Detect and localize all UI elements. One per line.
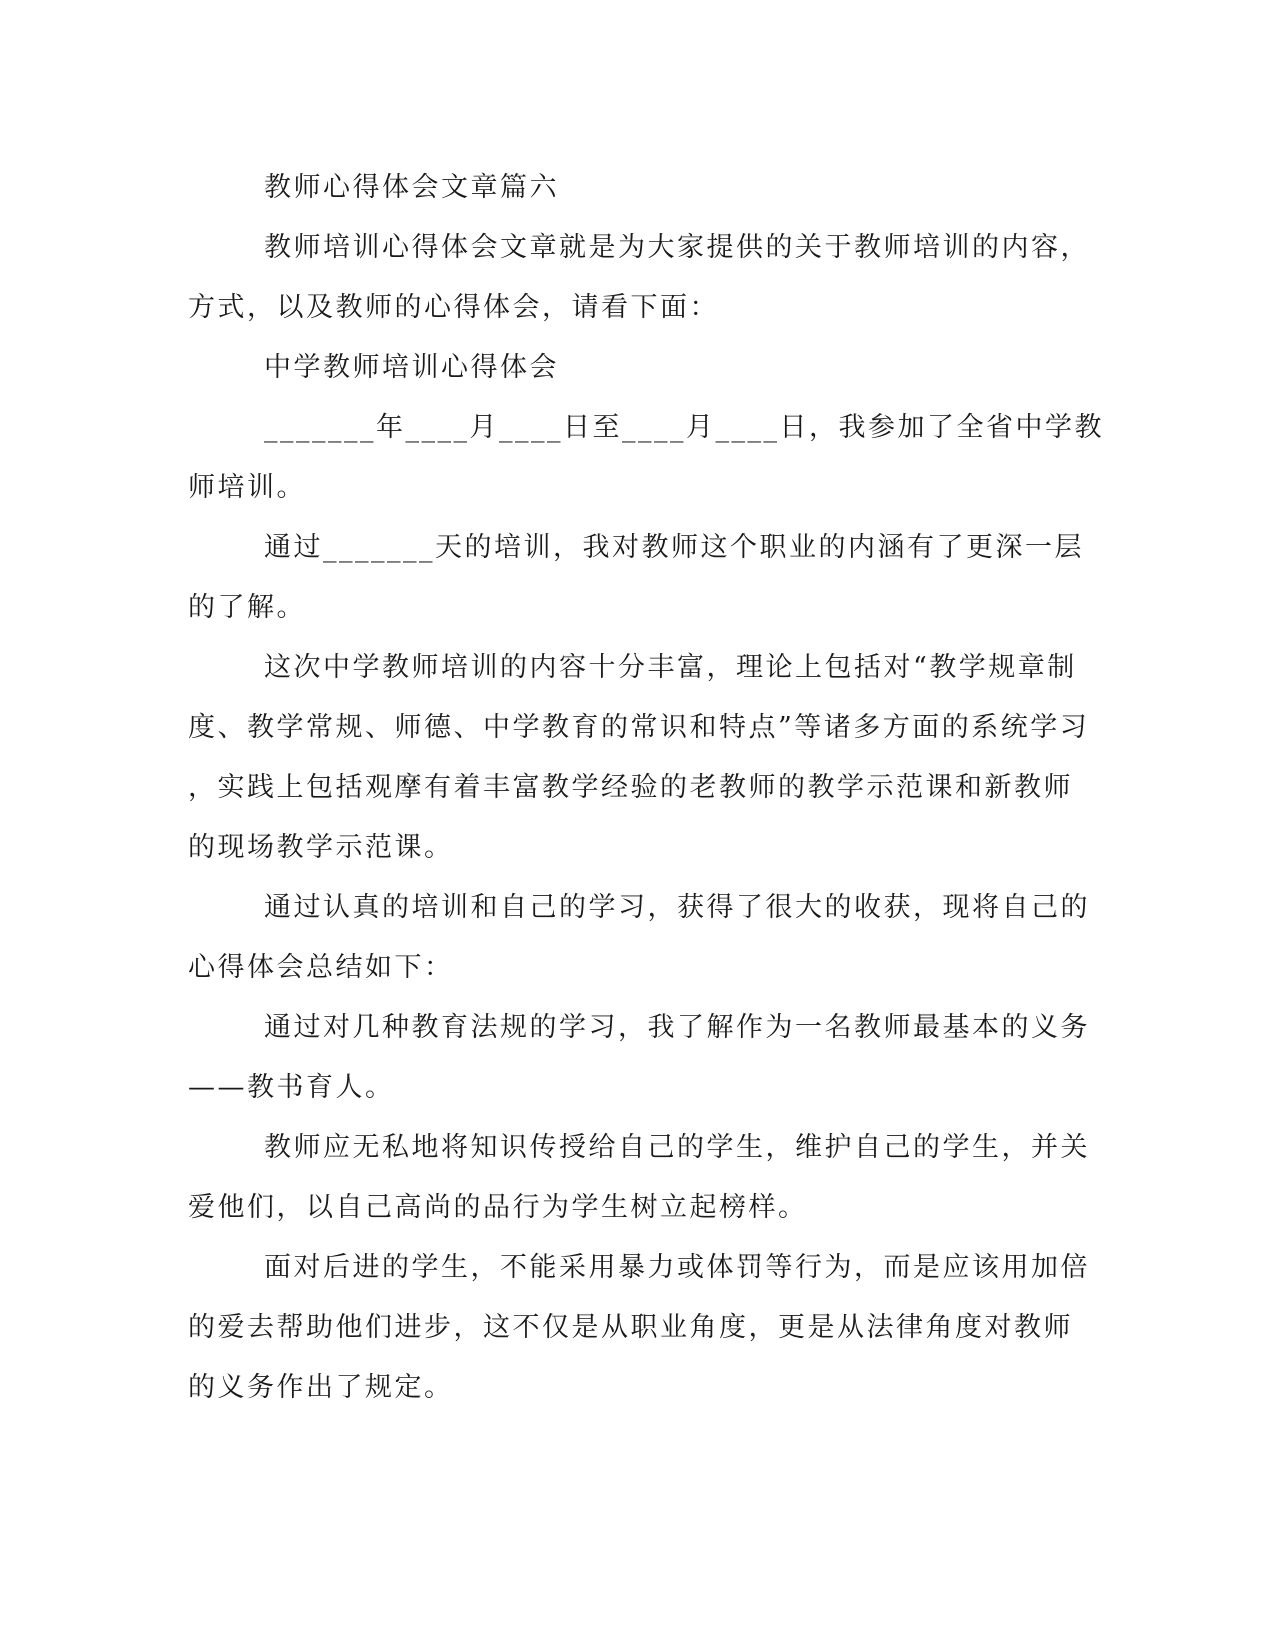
text-line: ——教书育人。 — [188, 1072, 395, 1103]
body-paragraph — [188, 1238, 1090, 1418]
text-line: 的了解。 — [188, 592, 306, 623]
text-line: 心得体会总结如下： — [188, 952, 454, 983]
text-line: 师培训。 — [188, 472, 306, 503]
body-paragraph — [188, 398, 1104, 518]
text-line: 方式，以及教师的心得体会，请看下面： — [188, 292, 719, 323]
text-line: _______年____月____日至____月____日，我参加了全省中学教 — [264, 412, 1104, 443]
text-line: 的现场教学示范课。 — [188, 832, 454, 863]
text-line: 通过认真的培训和自己的学习，获得了很大的收获，现将自己的 — [264, 892, 1090, 923]
document-body — [188, 158, 1104, 1418]
text-line: 通过对几种教育法规的学习，我了解作为一名教师最基本的义务 — [264, 1012, 1090, 1043]
intro-paragraph — [188, 218, 1090, 338]
text-line: 教师心得体会文章篇六 — [264, 172, 559, 203]
text-line: 的爱去帮助他们进步，这不仅是从职业角度，更是从法律角度对教师 — [188, 1312, 1073, 1343]
body-paragraph — [188, 878, 1090, 998]
text-line: 面对后进的学生，不能采用暴力或体罚等行为，而是应该用加倍 — [264, 1252, 1090, 1283]
body-paragraph — [188, 638, 1090, 878]
body-paragraph — [188, 998, 1090, 1118]
text-line: 的义务作出了规定。 — [188, 1372, 454, 1403]
text-line: 中学教师培训心得体会 — [264, 352, 559, 383]
body-paragraph — [188, 518, 1084, 638]
text-line: 教师应无私地将知识传授给自己的学生，维护自己的学生，并关 — [264, 1132, 1090, 1163]
text-line: 通过_______天的培训，我对教师这个职业的内涵有了更深一层 — [264, 532, 1084, 563]
body-paragraph — [188, 1118, 1090, 1238]
text-line: 教师培训心得体会文章就是为大家提供的关于教师培训的内容， — [264, 232, 1090, 263]
text-line: 度、教学常规、师德、中学教育的常识和特点”等诸多方面的系统学习 — [188, 712, 1090, 743]
article-title — [188, 338, 1068, 398]
text-line: 爱他们，以自己高尚的品行为学生树立起榜样。 — [188, 1192, 808, 1223]
text-line: ，实践上包括观摩有着丰富教学经验的老教师的教学示范课和新教师 — [188, 772, 1073, 803]
text-line: 这次中学教师培训的内容十分丰富，理论上包括对“教学规章制 — [264, 652, 1077, 683]
section-heading — [188, 158, 1068, 218]
